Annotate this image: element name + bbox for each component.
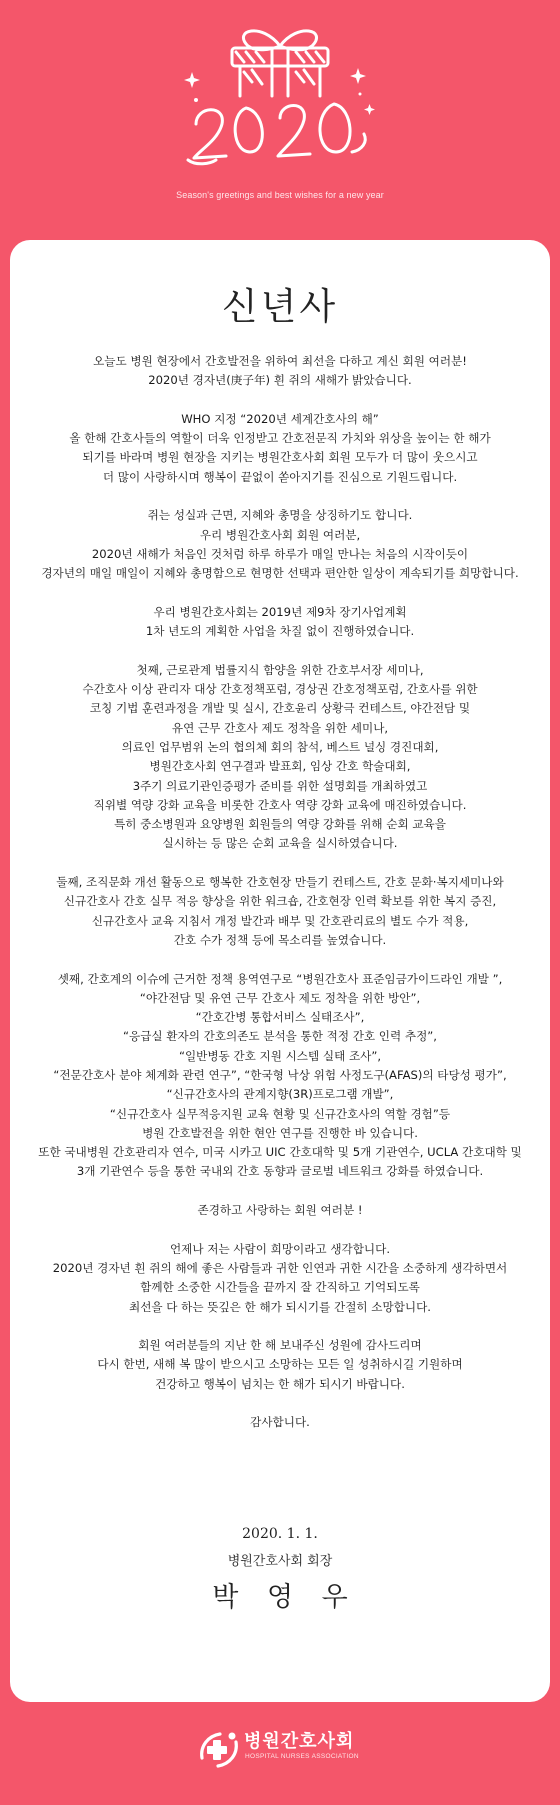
letter-line: WHO 지정 “2020년 세계간호사의 해”: [181, 411, 379, 426]
letter-line: 올 한해 간호사들의 역할이 더욱 인정받고 간호전문직 가치와 위상을 높이는 한 해가: [69, 431, 491, 446]
letter-title: 신년사: [221, 285, 339, 328]
letter-line: 2020년 경자년 흰 쥐의 해에 좋은 사람들과 귀한 인연과 귀한 시간을 소중하게 생각하면서: [52, 1260, 508, 1275]
letter-line: 신규간호사 간호 실무 적응 향상을 위한 워크숍, 간호현장 인력 확보를 위한 복지 증진,: [63, 894, 497, 909]
letter-line: 신규간호사 교육 지침서 개정 발간과 배부 및 간호관리료의 별도 수가 적용,: [91, 913, 469, 928]
letter-line: 1차 년도의 계획한 사업을 차질 없이 진행하였습니다.: [145, 624, 415, 639]
letter-line: 또한 국내병원 간호관리자 연수, 미국 시카고 UIC 간호대학 및 5개 기관연수, UCLA 간호대학 및: [38, 1145, 522, 1160]
letter-paragraph: [10, 1413, 550, 1432]
letter-line: 회원 여러분들의 지난 한 해 보내주신 성원에 감사드리며: [138, 1338, 422, 1353]
gift-2020-illustration: [0, 0, 560, 240]
letter-line: 언제나 저는 사람이 희망이라고 생각합니다.: [169, 1241, 391, 1256]
letter-line: 2020년 경자년(庚子年) 흰 쥐의 새해가 밝았습니다.: [148, 373, 412, 388]
letter-card: [10, 240, 550, 1702]
letter-line: 최선을 다 하는 뜻깊은 한 해가 되시기를 간절히 소망합니다.: [129, 1299, 431, 1314]
letter-line: 둘째, 조직문화 개선 활동으로 행복한 간호현장 만들기 컨테스트, 간호 문화·복지세미나와: [56, 875, 504, 890]
org-name-english: HOSPITAL NURSES ASSOCIATION: [245, 1753, 359, 1760]
letter-line: 3개 기관연수 등을 통한 국내외 간호 동향과 글로벌 네트워크 강화를 하였습니다.: [76, 1164, 484, 1179]
letter-line: 오늘도 병원 현장에서 간호발전을 위하여 최선을 다하고 계신 회원 여러분!: [93, 354, 467, 368]
letter-line: 더 많이 사랑하시며 행복이 끝없이 쏟아지기를 진심으로 기원드립니다.: [102, 469, 458, 484]
letter-body: [10, 352, 550, 1452]
signature-name: 박 영 우: [212, 1582, 358, 1613]
sparkle-icon: [184, 68, 375, 115]
letter-line: 특히 중소병원과 요양병원 회원들의 역량 강화를 위해 순회 교육을: [114, 817, 446, 832]
letter-paragraph: [10, 410, 550, 487]
footer: [0, 1720, 560, 1780]
letter-line: 실시하는 등 많은 순회 교육을 실시하였습니다.: [162, 836, 398, 851]
letter-line: 2020년 새해가 처음인 것처럼 하루 하루가 매일 만나는 처음의 시작이듯이: [91, 546, 469, 561]
letter-line: 코칭 기법 훈련과정을 개발 및 실시, 간호윤리 상황극 컨테스트, 야간전담 및: [89, 701, 471, 716]
letter-line: “응급실 환자의 간호의존도 분석을 통한 적정 간호 인력 추정”,: [123, 1029, 437, 1044]
letter-line: 유연 근무 간호사 제도 정착을 위한 세미나,: [171, 720, 389, 735]
letter-line: 우리 병원간호사회는 2019년 제9차 장기사업계획: [153, 604, 407, 619]
letter-line: 다시 한번, 새해 복 많이 받으시고 소망하는 모든 일 성취하시길 기원하며: [97, 1357, 463, 1372]
letter-paragraph: [10, 873, 550, 950]
letter-line: 쥐는 성실과 근면, 지혜와 총명을 상징하기도 합니다.: [147, 508, 413, 523]
letter-paragraph: [10, 603, 550, 642]
signature-block: [10, 1526, 550, 1614]
letter-line: 수간호사 이상 관리자 대상 간호정책포럼, 경상권 간호정책포럼, 간호사를 위한: [82, 682, 478, 697]
greeting-text: Season's greetings and best wishes for a new year: [176, 190, 384, 200]
letter-paragraph: [10, 661, 550, 854]
letter-paragraph: [10, 1240, 550, 1317]
header-banner: [0, 0, 560, 240]
letter-line: 병원 간호발전을 위한 현안 연구를 진행한 바 있습니다.: [142, 1125, 418, 1140]
letter-line: 건강하고 행복이 넘치는 한 해가 되시기 바랍니다.: [155, 1376, 405, 1391]
letter-line: “간호간병 통합서비스 실태조사”,: [195, 1010, 365, 1025]
letter-paragraph: [10, 970, 550, 1182]
letter-line: 우리 병원간호사회 회원 여러분,: [199, 527, 361, 542]
org-name: 병원간호사회: [244, 1731, 355, 1752]
letter-line: “일반병동 간호 지원 시스템 실태 조사”,: [178, 1048, 382, 1063]
letter-paragraph: [10, 1201, 550, 1220]
letter-line: 첫째, 근로관계 법률지식 함양을 위한 간호부서장 세미나,: [136, 662, 424, 677]
letter-line: 경자년의 매일 매일이 지혜와 총명함으로 현명한 선택과 편안한 일상이 계속되기를 희망합니다.: [41, 566, 519, 581]
letter-line: 존경하고 사랑하는 회원 여러분 !: [197, 1203, 363, 1218]
letter-line: 의료인 업무범위 논의 협의체 회의 참석, 베스트 널싱 경진대회,: [121, 739, 439, 754]
letter-line: 직위별 역량 강화 교육을 비롯한 간호사 역량 강화 교육에 매진하였습니다.: [93, 797, 467, 812]
letter-paragraph: [10, 506, 550, 583]
letter-line: 함께한 소중한 시간들을 끝까지 잘 간직하고 기억되도록: [140, 1280, 420, 1295]
letter-line: “전문간호사 분야 체계화 관련 연구”, “한국형 낙상 위험 사정도구(AFAS)의 타당성 평가”,: [53, 1067, 507, 1082]
letter-line: “야간전담 및 유연 근무 간호사 제도 정착을 위한 방안”,: [139, 990, 421, 1005]
nurses-association-logo-icon: [196, 1728, 242, 1772]
signature-date: 2020. 1. 1.: [242, 1526, 318, 1542]
letter-line: 되기를 바라며 병원 현장을 지키는 병원간호사회 회원 모두가 더 많이 웃으시고: [82, 450, 478, 465]
letter-line: 병원간호사회 연구결과 발표회, 임상 간호 학술대회,: [149, 759, 411, 774]
letter-paragraph: [10, 352, 550, 391]
signature-role: 병원간호사회 회장: [227, 1554, 333, 1569]
letter-line: 간호 수가 정책 등에 목소리를 높였습니다.: [173, 932, 387, 947]
letter-line: “신규간호사 실무적응지원 교육 현황 및 신규간호사의 역할 경험”등: [109, 1106, 451, 1121]
letter-line: 셋째, 간호계의 이슈에 근거한 정책 용역연구로 “병원간호사 표준임금가이드라인 개발 ”,: [57, 971, 503, 986]
letter-paragraph: [10, 1336, 550, 1394]
letter-line: “신규간호사의 관계지향(3R)프로그램 개발”,: [166, 1087, 394, 1102]
letter-line: 감사합니다.: [250, 1415, 310, 1430]
letter-line: 3주기 의료기관인증평가 준비를 위한 설명회를 개최하였고: [132, 778, 428, 793]
